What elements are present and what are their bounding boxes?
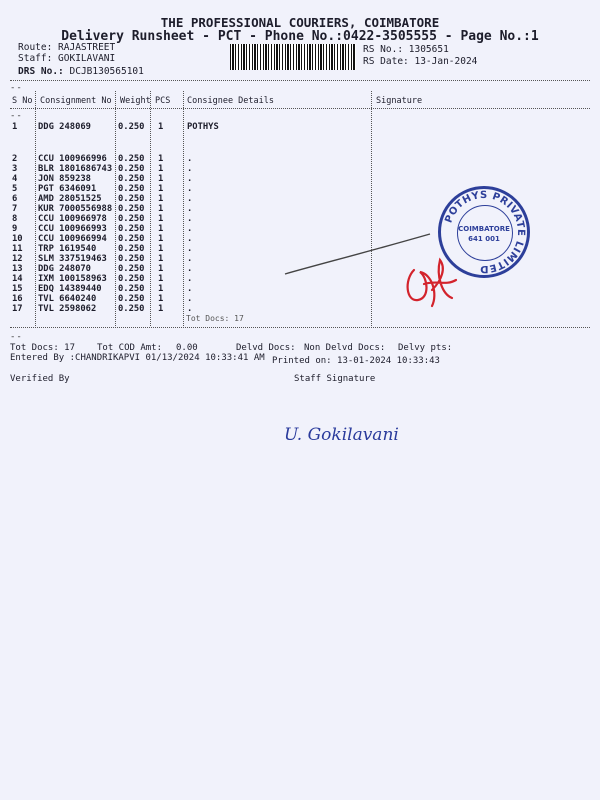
cell-weight: 0.250 — [118, 294, 145, 304]
company-name: THE PROFESSIONAL COURIERS, COIMBATORE — [160, 15, 440, 30]
cell-details: . — [187, 284, 193, 294]
cell-pcs: 1 — [158, 274, 164, 284]
table-row — [0, 284, 600, 294]
cell-consignment: CCU 100966978 — [38, 214, 107, 224]
rs-number: RS No.: 1305651 — [363, 44, 449, 55]
cell-sno: 5 — [12, 184, 18, 194]
cell-sno: 7 — [12, 204, 18, 214]
cell-consignment: SLM 337519463 — [38, 254, 107, 264]
table-row — [0, 174, 600, 184]
cell-details: . — [187, 294, 193, 304]
cell-sno: 4 — [12, 174, 18, 184]
non-delvd-docs: Non Delvd Docs: — [304, 343, 386, 353]
cell-consignment: TVL 6640240 — [38, 294, 97, 304]
cell-details: . — [187, 184, 193, 194]
cell-weight: 0.250 — [118, 264, 145, 274]
cell-details: . — [187, 204, 193, 214]
cell-sno: 16 — [12, 294, 23, 304]
cell-details: . — [187, 304, 193, 314]
rs-date: RS Date: 13-Jan-2024 — [363, 56, 478, 67]
delvy-pts: Delvy pts: — [398, 343, 453, 353]
cell-sno: 13 — [12, 264, 23, 274]
cell-pcs: 1 — [158, 154, 164, 164]
cell-weight: 0.250 — [118, 254, 145, 264]
cell-weight: 0.250 — [118, 304, 145, 314]
col-sno: S No — [12, 96, 33, 106]
table-row — [0, 122, 600, 132]
table-row — [0, 164, 600, 174]
cell-consignment: AMD 28051525 — [38, 194, 102, 204]
cell-consignment: CCU 100966993 — [38, 224, 107, 234]
cell-details: . — [187, 194, 193, 204]
cell-pcs: 1 — [158, 234, 164, 244]
cell-pcs: 1 — [158, 304, 164, 314]
cell-details: POTHYS — [187, 122, 219, 132]
cell-sno: 9 — [12, 224, 18, 234]
barcode-image — [230, 44, 356, 70]
cell-sno: 12 — [12, 254, 23, 264]
col-details: Consignee Details — [187, 96, 274, 106]
cell-weight: 0.250 — [118, 244, 145, 254]
table-row — [0, 154, 600, 164]
cell-consignment: EDQ 14389440 — [38, 284, 102, 294]
cell-pcs: 1 — [158, 294, 164, 304]
header-rule — [10, 108, 590, 109]
cell-consignment: BLR 1801686743 — [38, 164, 113, 174]
cell-weight: 0.250 — [118, 204, 145, 214]
cell-sno: 2 — [12, 154, 18, 164]
table-row — [0, 304, 600, 314]
stamp-pin: 641 001 — [468, 235, 500, 243]
cell-sno: 3 — [12, 164, 18, 174]
drs-number — [18, 66, 144, 77]
cell-sno: 11 — [12, 244, 23, 254]
staff-label: Staff: GOKILAVANI — [18, 53, 116, 64]
cell-details: . — [187, 274, 193, 284]
cell-sno: 14 — [12, 274, 23, 284]
staff-signature-label: Staff Signature — [294, 374, 376, 384]
svg-text:POTHYS PRIVATE LIMITED: POTHYS PRIVATE LIMITED — [443, 189, 527, 275]
cell-pcs: 1 — [158, 284, 164, 294]
cell-pcs: 1 — [158, 254, 164, 264]
cell-pcs: 1 — [158, 224, 164, 234]
cell-weight: 0.250 — [118, 274, 145, 284]
cell-details: . — [187, 174, 193, 184]
col-consignment: Consignment No — [40, 96, 112, 106]
cell-consignment: CCU 100966994 — [38, 234, 107, 244]
cell-consignment: TRP 1619540 — [38, 244, 97, 254]
dash-mark: -- — [10, 83, 23, 93]
cell-pcs: 1 — [158, 164, 164, 174]
receiver-signature — [402, 250, 462, 310]
cell-sno: 15 — [12, 284, 23, 294]
cell-sno: 1 — [12, 122, 18, 132]
delvd-docs: Delvd Docs: — [236, 343, 296, 353]
cell-consignment: TVL 2598062 — [38, 304, 97, 314]
stamp-city: COIMBATORE — [458, 225, 510, 233]
cell-details: . — [187, 164, 193, 174]
entered-by: Entered By :CHANDRIKAPVI 01/13/2024 10:33:41 AM — [10, 353, 265, 363]
cell-pcs: 1 — [158, 122, 164, 132]
cell-consignment: PGT 6346091 — [38, 184, 97, 194]
drs-label: DRS No.: — [18, 66, 64, 77]
table-row — [0, 294, 600, 304]
verified-by: Verified By — [10, 374, 70, 384]
cell-pcs: 1 — [158, 244, 164, 254]
cell-consignment: JON 859238 — [38, 174, 91, 184]
cell-sno: 17 — [12, 304, 23, 314]
cell-weight: 0.250 — [118, 174, 145, 184]
cell-details: . — [187, 234, 193, 244]
cell-details: . — [187, 264, 193, 274]
cell-weight: 0.250 — [118, 284, 145, 294]
cell-pcs: 1 — [158, 264, 164, 274]
col-weight: Weight — [120, 96, 151, 106]
top-rule — [10, 80, 590, 81]
cell-consignment: CCU 100966996 — [38, 154, 107, 164]
cell-details: . — [187, 244, 193, 254]
cell-pcs: 1 — [158, 214, 164, 224]
runsheet-title: Delivery Runsheet - PCT - Phone No.:0422-3505555 - Page No.:1 — [61, 29, 539, 44]
cell-weight: 0.250 — [118, 154, 145, 164]
cell-weight: 0.250 — [118, 164, 145, 174]
cell-details: . — [187, 214, 193, 224]
col-pcs: PCS — [155, 96, 171, 106]
cell-weight: 0.250 — [118, 122, 145, 132]
cell-weight: 0.250 — [118, 224, 145, 234]
cell-details: . — [187, 154, 193, 164]
bottom-rule — [10, 327, 590, 328]
inner-total: Tot Docs: 17 — [186, 314, 244, 323]
drs-value: DCJB130565101 — [69, 66, 144, 77]
tot-cod-label: Tot COD Amt: — [97, 343, 163, 353]
cell-details: . — [187, 224, 193, 234]
cell-consignment: KUR 7000556988 — [38, 204, 113, 214]
svg-text:U. Gokilavani: U. Gokilavani — [284, 425, 399, 445]
cell-weight: 0.250 — [118, 194, 145, 204]
dash-mark: -- — [10, 332, 23, 342]
staff-signature-handwriting — [280, 410, 430, 450]
cell-sno: 6 — [12, 194, 18, 204]
cell-pcs: 1 — [158, 194, 164, 204]
cell-details: . — [187, 254, 193, 264]
printed-on: Printed on: 13-01-2024 10:33:43 — [272, 356, 440, 366]
tot-docs: Tot Docs: 17 — [10, 343, 76, 353]
col-signature: Signature — [376, 96, 423, 106]
cell-sno: 8 — [12, 214, 18, 224]
cell-weight: 0.250 — [118, 234, 145, 244]
cell-pcs: 1 — [158, 204, 164, 214]
tot-cod-value: 0.00 — [176, 343, 198, 353]
stamp-inner-ring — [457, 205, 513, 261]
cell-weight: 0.250 — [118, 214, 145, 224]
dash-mark: -- — [10, 111, 23, 121]
cell-pcs: 1 — [158, 184, 164, 194]
cell-consignment: DDG 248070 — [38, 264, 91, 274]
cell-consignment: DDG 248069 — [38, 122, 91, 132]
cell-weight: 0.250 — [118, 184, 145, 194]
cell-consignment: IXM 100158963 — [38, 274, 107, 284]
cell-pcs: 1 — [158, 174, 164, 184]
route-label: Route: RAJASTREET — [18, 42, 116, 53]
cell-sno: 10 — [12, 234, 23, 244]
